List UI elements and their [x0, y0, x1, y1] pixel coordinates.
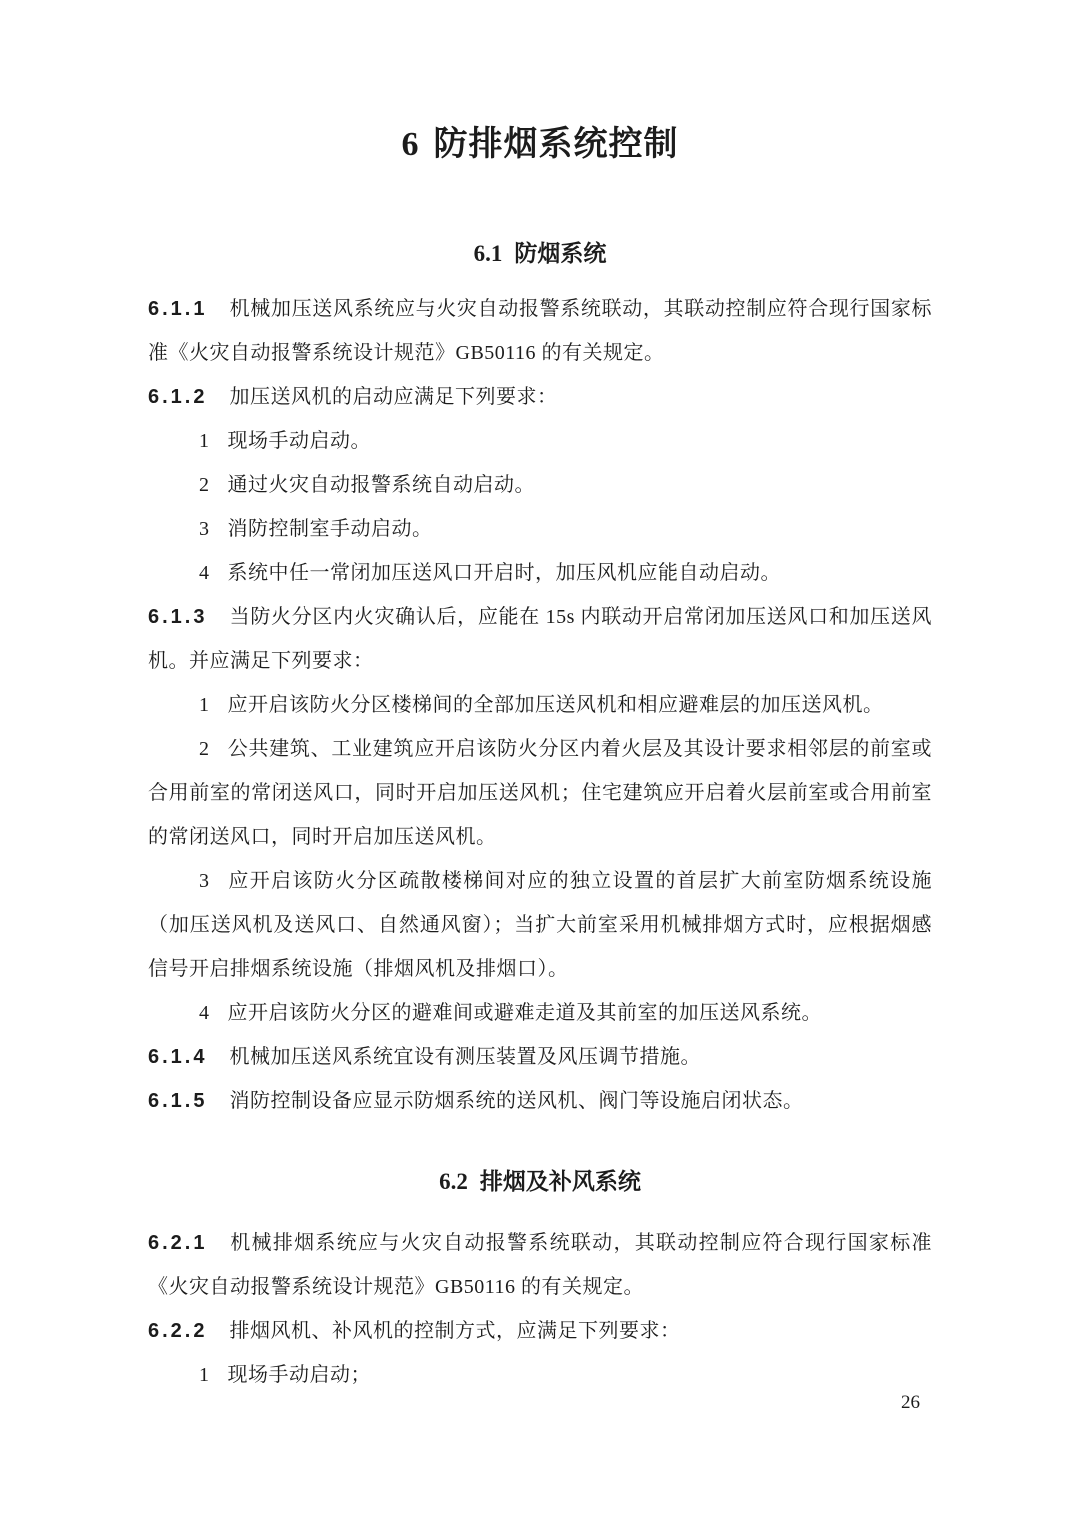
item-number: 1 [199, 694, 210, 716]
clause-number: 6.1.5 [148, 1090, 208, 1112]
clause-number: 6.1.3 [148, 606, 208, 628]
section-heading-6-1 [148, 241, 932, 267]
list-item-3 [148, 859, 932, 991]
item-number: 4 [199, 1002, 210, 1024]
clause-number: 6.1.1 [148, 298, 208, 320]
clause-text: 机械排烟系统应与火灾自动报警系统联动，其联动控制应符合现行国家标准《火灾自动报警系统设计规范》GB50116 的有关规定。 [148, 1232, 932, 1298]
item-text: 系统中任一常闭加压送风口开启时，加压风机应能自动启动。 [227, 562, 781, 584]
clause-text: 排烟风机、补风机的控制方式，应满足下列要求： [229, 1320, 681, 1342]
chapter-title [148, 125, 932, 165]
clause-number: 6.1.4 [148, 1046, 208, 1068]
clause-6-1-4 [148, 1035, 932, 1079]
list-item-2 [148, 727, 932, 859]
clause-6-1-1 [148, 287, 932, 375]
item-text: 现场手动启动； [227, 1364, 371, 1386]
item-text: 现场手动启动。 [227, 430, 371, 452]
section-number: 6.2 [439, 1169, 468, 1194]
item-text: 公共建筑、工业建筑应开启该防火分区内着火层及其设计要求相邻层的前室或合用前室的常闭送风口，同时开启加压送风机；住宅建筑应开启着火层前室或合用前室的常闭送风口，同时开启加压送风机。 [148, 738, 932, 848]
section-title-text: 排烟及补风系统 [479, 1169, 641, 1194]
list-item-1 [148, 683, 932, 727]
item-text: 应开启该防火分区的避难间或避难走道及其前室的加压送风系统。 [227, 1002, 822, 1024]
item-text: 消防控制室手动启动。 [227, 518, 433, 540]
section-heading-6-2 [148, 1169, 932, 1195]
clause-text: 消防控制设备应显示防烟系统的送风机、阀门等设施启闭状态。 [229, 1090, 804, 1112]
item-text: 应开启该防火分区疏散楼梯间对应的独立设置的首层扩大前室防烟系统设施（加压送风机及送风口、自然通风窗）；当扩大前室采用机械排烟方式时，应根据烟感信号开启排烟系统设施（排烟风机及排烟口）。 [148, 870, 932, 980]
clause-6-2-1 [148, 1221, 932, 1309]
item-text: 通过火灾自动报警系统自动启动。 [227, 474, 535, 496]
item-number: 1 [199, 1364, 210, 1386]
list-item-2 [148, 463, 932, 507]
clause-text: 加压送风机的启动应满足下列要求： [229, 386, 558, 408]
clause-text: 机械加压送风系统应与火灾自动报警系统联动，其联动控制应符合现行国家标准《火灾自动报警系统设计规范》GB50116 的有关规定。 [148, 298, 932, 364]
item-number: 2 [199, 474, 210, 496]
list-item-1 [148, 1353, 932, 1397]
clause-text: 机械加压送风系统宜设有测压装置及风压调节措施。 [229, 1046, 701, 1068]
item-number: 4 [199, 562, 210, 584]
item-number: 2 [199, 738, 210, 760]
clause-number: 6.2.2 [148, 1320, 208, 1342]
list-item-3 [148, 507, 932, 551]
item-text: 应开启该防火分区楼梯间的全部加压送风机和相应避难层的加压送风机。 [227, 694, 884, 716]
page-number: 26 [901, 1392, 920, 1413]
list-item-4 [148, 991, 932, 1035]
chapter-title-text: 防排烟系统控制 [433, 126, 679, 163]
item-number: 3 [199, 518, 210, 540]
section-title-text: 防烟系统 [514, 241, 607, 266]
clause-6-1-3 [148, 595, 932, 683]
list-item-4 [148, 551, 932, 595]
item-number: 3 [199, 870, 210, 892]
clause-6-2-2 [148, 1309, 932, 1353]
clause-6-1-2 [148, 375, 932, 419]
clause-text: 当防火分区内火灾确认后，应能在 15s 内联动开启常闭加压送风口和加压送风机。并应满足下列要求： [148, 606, 932, 672]
list-item-1 [148, 419, 932, 463]
chapter-number: 6 [401, 126, 420, 163]
clause-number: 6.1.2 [148, 386, 208, 408]
item-number: 1 [199, 430, 210, 452]
section-number: 6.1 [473, 241, 503, 266]
clause-6-1-5 [148, 1079, 932, 1123]
clause-number: 6.2.1 [148, 1232, 208, 1254]
